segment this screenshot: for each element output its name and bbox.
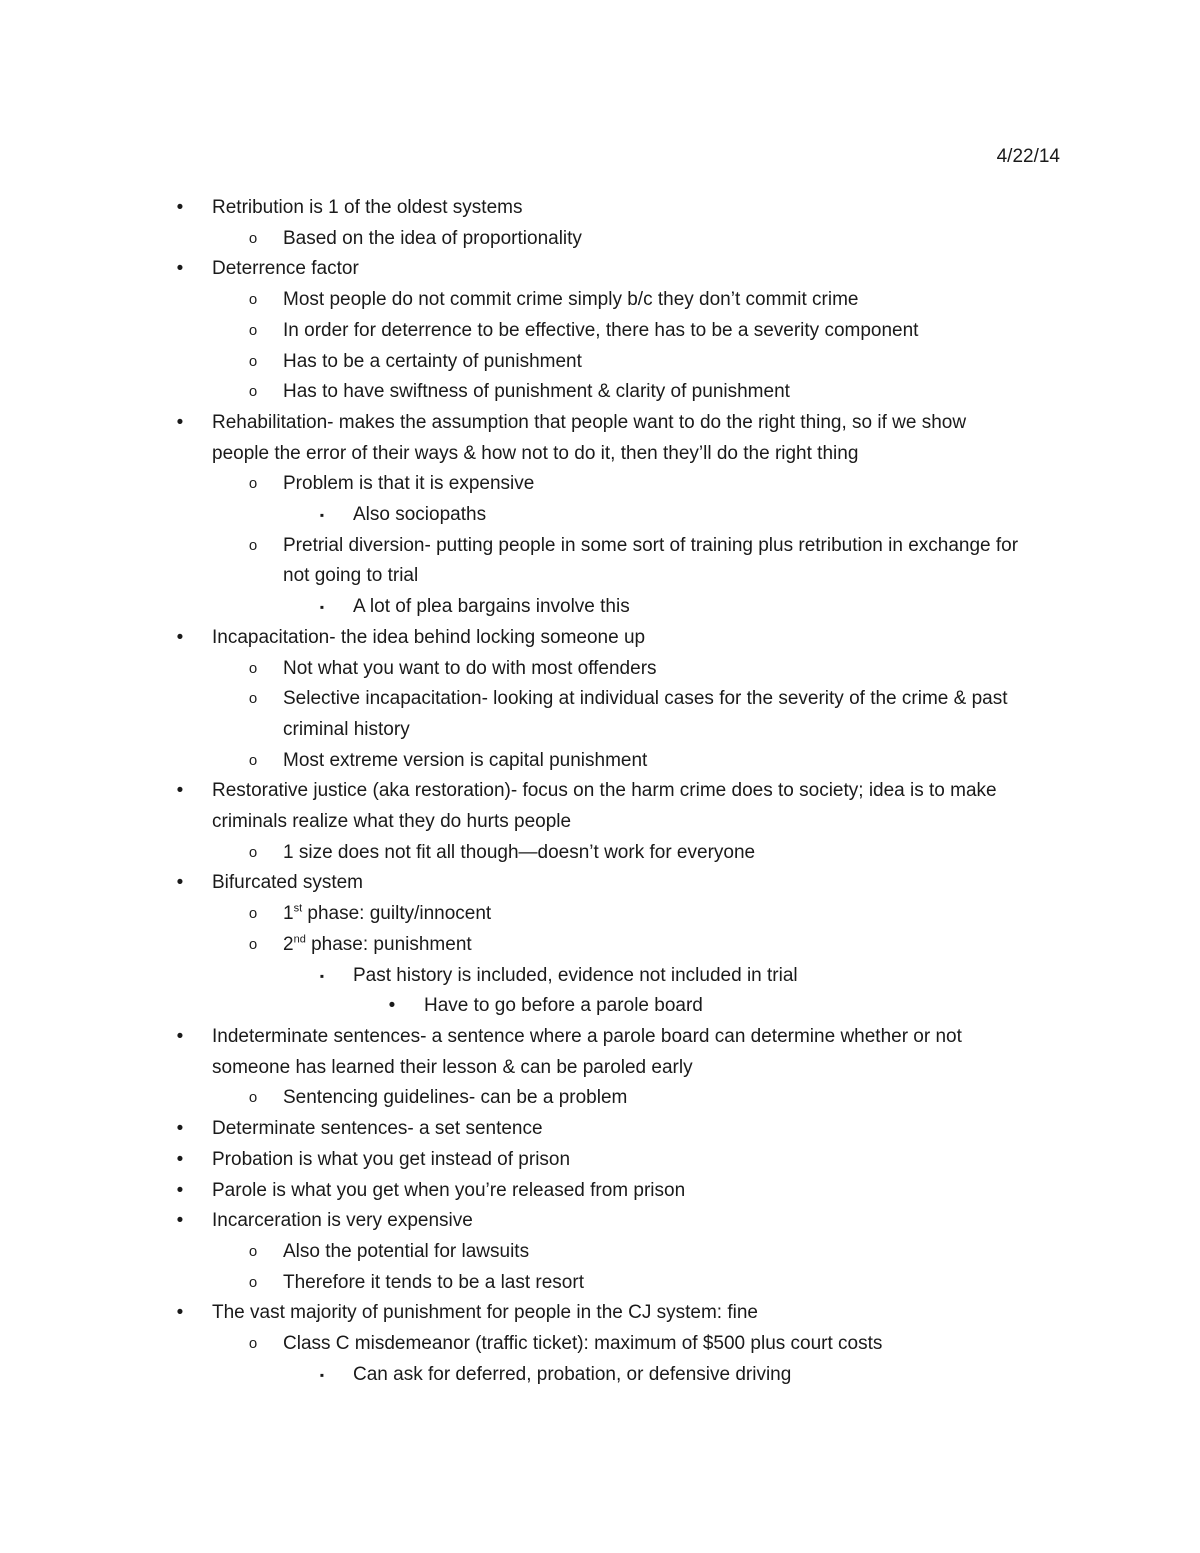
list-item [0,408,1200,469]
bullet-level-2-icon: o [248,843,258,861]
notes-list [0,193,1200,1390]
bullet-level-2-icon: o [248,383,258,401]
bullet-level-1-icon: • [176,626,184,648]
list-item-text: 1 size does not fit all though—doesn’t work for everyone [283,841,756,863]
list-item [0,1268,1200,1299]
list-item-text: Can ask for deferred, probation, or defensive driving [353,1363,792,1385]
list-item-text: Bifurcated system [212,872,363,894]
list-item [0,1022,1200,1083]
list-item-text: Deterrence factor [212,258,359,280]
bullet-level-1-icon: • [176,1148,184,1170]
bullet-level-1-icon: • [176,1118,184,1140]
list-item [0,654,1200,685]
list-item-text: Also sociopaths [353,504,487,526]
list-item [0,684,1200,745]
list-item [0,347,1200,378]
list-item [0,746,1200,777]
list-item-text: someone has learned their lesson & can be paroled early [212,1056,693,1078]
list-item [0,868,1200,899]
bullet-level-1-icon: • [176,411,184,433]
list-item [0,1237,1200,1268]
bullet-level-2-icon: o [248,475,258,493]
ordinal-suffix: st [293,902,303,915]
list-item [0,1360,1200,1391]
bullet-level-3-icon: ▪ [319,1367,325,1382]
list-item-text: Indeterminate sentences- a sentence where a parole board can determine whether or not [212,1025,962,1047]
list-item-text-rest: phase: guilty/innocent [302,903,492,925]
bullet-level-1-icon: • [176,1179,184,1201]
list-item-text: A lot of plea bargains involve this [353,596,630,618]
list-item-text: Sentencing guidelines- can be a problem [283,1087,628,1109]
list-item [0,961,1200,992]
list-item [0,930,1200,961]
bullet-level-2-icon: o [248,751,258,769]
list-item-text: Pretrial diversion- putting people in some sort of training plus retribution in exchange for [283,534,1019,556]
bullet-level-2-icon: o [248,935,258,953]
bullet-level-2-icon: o [248,905,258,923]
list-item-text: Problem is that it is expensive [283,473,535,495]
bullet-level-1-icon: • [176,872,184,894]
list-item-text: Past history is included, evidence not included in trial [353,964,798,986]
list-item-text: Most people do not commit crime simply b/c they don’t commit crime [283,289,859,311]
list-item-text: people the error of their ways & how not to do it, then they’ll do the right thing [212,442,859,464]
list-item [0,592,1200,623]
note-date: 4/22/14 [996,146,1060,167]
list-item-text: Restorative justice (aka restoration)- focus on the harm crime does to society; idea is to make [212,780,997,802]
list-item-text: Rehabilitation- makes the assumption that people want to do the right thing, so if we show [212,411,967,433]
list-item-text: criminals realize what they do hurts people [212,811,572,833]
list-item-text: The vast majority of punishment for people in the CJ system: fine [212,1302,758,1324]
list-item-text-rest: phase: punishment [305,933,472,955]
bullet-level-1-icon: • [176,1025,184,1047]
list-item-text: Probation is what you get instead of prison [212,1148,571,1170]
list-item [0,838,1200,869]
bullet-level-3-icon: ▪ [319,968,325,983]
bullet-level-1-icon: • [176,1302,184,1324]
bullet-level-2-icon: o [248,659,258,677]
list-item-text: Parole is what you get when you’re released from prison [212,1179,686,1201]
bullet-level-2-icon: o [248,291,258,309]
list-item [0,316,1200,347]
bullet-level-1-icon: • [176,197,184,218]
list-item [0,623,1200,654]
bullet-level-3-icon: ▪ [319,600,325,615]
list-item [0,531,1200,592]
bullet-level-2-icon: o [248,690,258,708]
list-item-text: Selective incapacitation- looking at individual cases for the severity of the crime & past [283,688,1008,710]
list-item [0,285,1200,316]
bullet-level-2-icon: o [248,1242,258,1260]
list-item [0,1329,1200,1360]
list-item [0,469,1200,500]
list-item-text: Not what you want to do with most offenders [283,657,657,679]
list-item [0,1145,1200,1176]
ordinal-number: 2 [283,933,294,955]
list-item [0,500,1200,531]
bullet-level-1-icon: • [176,1210,184,1232]
bullet-level-2-icon: o [248,536,258,554]
list-item-text: Incapacitation- the idea behind locking someone up [212,626,646,648]
list-item [0,1206,1200,1237]
list-item [0,377,1200,408]
list-item-text: Has to be a certainty of punishment [283,350,582,372]
bullet-level-1-icon: • [176,258,184,280]
bullet-level-2-icon: o [248,229,258,247]
list-item [0,991,1200,1022]
list-item-text: Retribution is 1 of the oldest systems [212,197,523,218]
list-item [0,1298,1200,1329]
list-item [0,1114,1200,1145]
list-item [0,254,1200,285]
list-item [0,1083,1200,1114]
list-item-text: not going to trial [283,565,419,587]
bullet-level-4-icon: • [388,995,396,1017]
ordinal-number: 1 [283,903,294,925]
list-item [0,776,1200,837]
list-item [0,193,1200,224]
list-item-text: Therefore it tends to be a last resort [283,1271,584,1293]
bullet-level-2-icon: o [248,352,258,370]
list-item-text: criminal history [283,718,410,740]
list-item [0,1176,1200,1207]
list-item-text [0,899,1200,930]
list-item-text: Class C misdemeanor (traffic ticket): maximum of $500 plus court costs [283,1333,883,1355]
bullet-level-2-icon: o [248,1273,258,1291]
bullet-level-2-icon: o [248,321,258,339]
list-item-text: Based on the idea of proportionality [283,227,582,249]
bullet-level-2-icon: o [248,1335,258,1353]
bullet-level-3-icon: ▪ [319,508,325,523]
list-item-text: Most extreme version is capital punishment [283,749,648,771]
list-item [0,224,1200,255]
list-item-text: Have to go before a parole board [424,995,703,1017]
ordinal-suffix: nd [293,933,306,946]
list-item-text: Determinate sentences- a set sentence [212,1118,543,1140]
list-item-text: In order for deterrence to be effective, there has to be a severity component [283,319,919,341]
list-item-text: Has to have swiftness of punishment & clarity of punishment [283,381,790,403]
list-item-text [0,930,1200,961]
list-item-text: Incarceration is very expensive [212,1210,473,1232]
bullet-level-1-icon: • [176,780,184,802]
list-item [0,899,1200,930]
list-item-text: Also the potential for lawsuits [283,1240,530,1262]
bullet-level-2-icon: o [248,1089,258,1107]
